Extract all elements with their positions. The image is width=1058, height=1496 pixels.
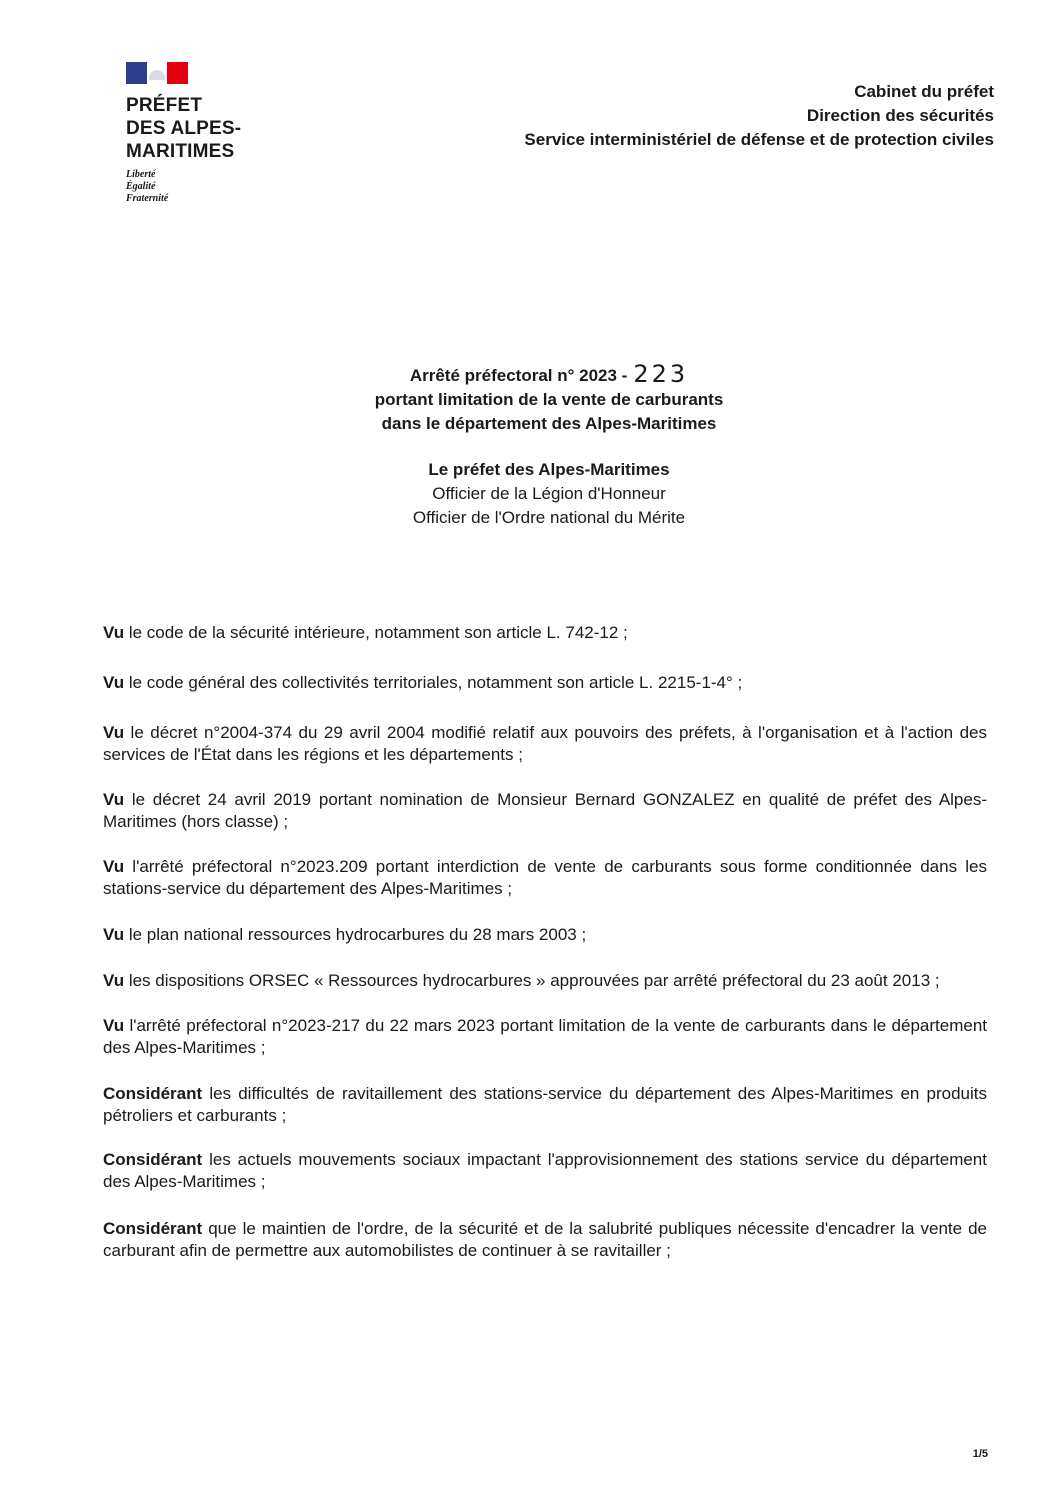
logo-title-line: PRÉFET (126, 95, 203, 116)
prefecture-logo (126, 62, 286, 205)
service-line: Service interministériel de défense et de protection civiles (524, 130, 994, 149)
recital-text: le décret n°2004-374 du 29 avril 2004 modifié relatif aux pouvoirs des préfets, à l'organisation et à l'action des services de l'État dans les régions et les départements ; (103, 723, 987, 764)
recital-text: le plan national ressources hydrocarbures du 28 mars 2003 ; (124, 925, 587, 944)
recital-lead: Vu (103, 925, 125, 944)
recital-paragraph (103, 789, 987, 833)
recital-text: le code de la sécurité intérieure, notamment son article L. 742-12 ; (124, 623, 628, 642)
decree-number-prefix: Arrêté préfectoral n° 2023 - (409, 366, 628, 385)
marianne-flag-icon (126, 62, 188, 84)
decree-body (103, 622, 987, 1262)
recital-paragraph (103, 672, 987, 694)
service-line: Direction des sécurités (806, 106, 994, 125)
recital-text: l'arrêté préfectoral n°2023-217 du 22 mars 2023 portant limitation de la vente de carburants dans le département des Alpes-Maritimes ; (103, 1016, 987, 1057)
decree-number-handwritten: 223 (633, 360, 689, 388)
recital-paragraph (103, 970, 987, 992)
logo-motto (126, 169, 286, 205)
recital-paragraph (103, 722, 987, 766)
prefet-identity (0, 458, 1058, 530)
logo-title-line: MARITIMES (126, 141, 235, 162)
recital-paragraph (103, 622, 987, 644)
service-line: Cabinet du préfet (854, 82, 994, 101)
decree-title (0, 362, 1058, 436)
recital-paragraph (103, 924, 987, 946)
issuing-service (524, 80, 994, 152)
recital-paragraph (103, 1015, 987, 1059)
considerant-lead: Considérant (103, 1150, 203, 1169)
logo-title (126, 94, 286, 163)
recital-lead: Vu (103, 723, 125, 742)
recital-lead: Vu (103, 673, 125, 692)
recital-lead: Vu (103, 790, 125, 809)
decree-title-line: dans le département des Alpes-Maritimes (381, 414, 717, 433)
recital-lead: Vu (103, 1016, 125, 1035)
considerant-text: les difficultés de ravitaillement des stations-service du département des Alpes-Maritimes en produits pétroliers et carburants ; (103, 1084, 987, 1125)
recital-text: le décret 24 avril 2019 portant nomination de Monsieur Bernard GONZALEZ en qualité de préfet des Alpes-Maritimes (hors classe) ; (103, 790, 987, 831)
considerant-paragraph (103, 1149, 987, 1193)
recital-text: les dispositions ORSEC « Ressources hydrocarbures » approuvées par arrêté préfectoral du 23 août 2013 ; (124, 971, 940, 990)
prefet-distinction: Officier de l'Ordre national du Mérite (412, 508, 686, 527)
recital-lead: Vu (103, 971, 125, 990)
decree-title-line (0, 362, 1058, 388)
recital-text: le code général des collectivités territoriales, notamment son article L. 2215-1-4° ; (124, 673, 743, 692)
motto-line: Liberté (126, 169, 156, 180)
motto-line: Égalité (126, 181, 156, 192)
decree-title-line: portant limitation de la vente de carburants (374, 390, 724, 409)
page-number: 1/5 (972, 1448, 988, 1460)
considerant-paragraph (103, 1218, 987, 1262)
considerant-text: que le maintien de l'ordre, de la sécurité et de la salubrité publiques nécessite d'encadrer la vente de carburant afin de permettre aux automobilistes de continuer à se ravitailler ; (103, 1219, 987, 1260)
prefet-distinction: Officier de la Légion d'Honneur (432, 484, 666, 503)
recital-paragraph (103, 856, 987, 900)
motto-line: Fraternité (126, 193, 169, 204)
considerant-text: les actuels mouvements sociaux impactant l'approvisionnement des stations service du département des Alpes-Maritimes ; (103, 1150, 987, 1191)
recital-text: l'arrêté préfectoral n°2023.209 portant interdiction de vente de carburants sous forme conditionnée dans les stations-service du département des Alpes-Maritimes ; (103, 857, 987, 898)
prefet-name: Le préfet des Alpes-Maritimes (428, 460, 670, 479)
logo-title-line: DES ALPES- (126, 118, 242, 139)
considerant-lead: Considérant (103, 1084, 203, 1103)
considerant-paragraph (103, 1083, 987, 1127)
recital-lead: Vu (103, 857, 125, 876)
considerant-lead: Considérant (103, 1219, 203, 1238)
recital-lead: Vu (103, 623, 125, 642)
